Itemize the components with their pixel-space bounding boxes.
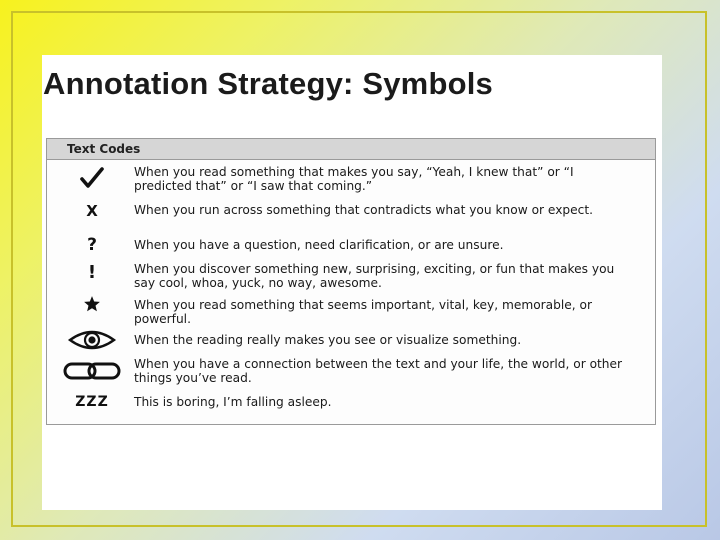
question-mark-icon: [61, 230, 123, 260]
code-description: When you read something that seems important, vital, key, memorable, or powerful.: [134, 298, 592, 326]
x-icon: [61, 196, 123, 226]
checkmark-icon: [61, 163, 123, 193]
exclamation-symbol: !: [87, 261, 97, 283]
x-symbol: X: [86, 202, 98, 220]
zzz-icon: [61, 387, 123, 417]
question-symbol: ?: [87, 235, 97, 255]
code-description: When you run across something that contradicts what you know or expect.: [134, 203, 593, 217]
code-description: When you have a question, need clarification, or are unsure.: [134, 238, 504, 252]
star-icon: [61, 289, 123, 319]
code-description: This is boring, I’m falling asleep.: [134, 395, 332, 409]
text-codes-table: [46, 138, 656, 425]
slide-title: Annotation Strategy: Symbols: [43, 66, 493, 101]
code-description: When you discover something new, surprising, exciting, or fun that makes you say cool, whoa, yuck, no way, awesome.: [134, 262, 615, 290]
eye-icon: [61, 325, 123, 355]
code-description: When you have a connection between the text and your life, the world, or other things you’ve read.: [134, 357, 623, 385]
chain-link-icon: [61, 356, 123, 386]
text-codes-header: Text Codes: [47, 139, 655, 160]
code-description: When the reading really makes you see or visualize something.: [134, 333, 522, 347]
exclamation-icon: [61, 257, 123, 287]
zzz-symbol: ZZZ: [75, 394, 109, 410]
code-description: When you read something that makes you say, “Yeah, I knew that” or “I predicted that” or “I saw that coming.”: [134, 165, 574, 193]
